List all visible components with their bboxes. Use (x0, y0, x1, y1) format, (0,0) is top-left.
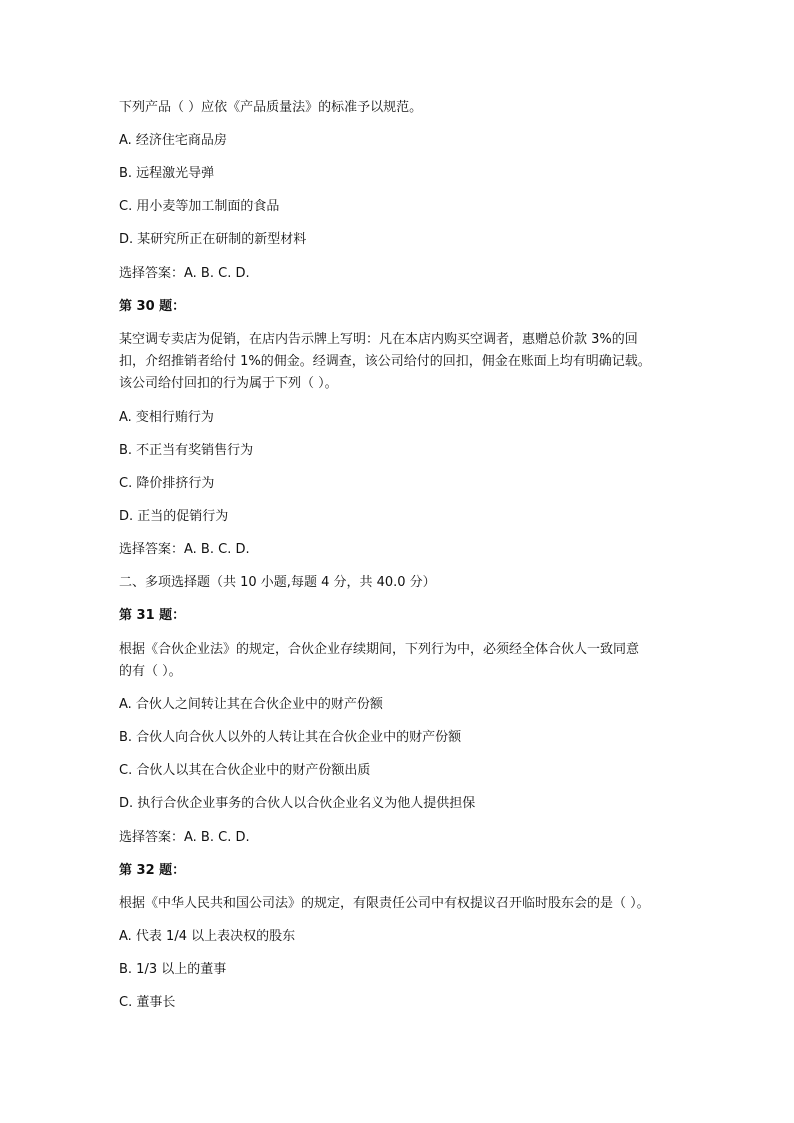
question-29-option-b: B. 远程激光导弹 (119, 166, 215, 181)
question-30-option-c: C. 降价排挤行为 (119, 476, 215, 491)
section-heading-multiple-choice: 二、多项选择题（共 10 小题,每题 4 分，共 40.0 分） (119, 575, 436, 590)
question-31-stem-line-2: 的有（ ）。 (119, 664, 182, 679)
question-31-option-a: A. 合伙人之间转让其在合伙企业中的财产份额 (119, 697, 383, 712)
question-32-option-b: B. 1/3 以上的董事 (119, 962, 227, 977)
question-30-title: 第 30 题： (119, 299, 186, 314)
question-29-option-a: A. 经济住宅商品房 (119, 133, 227, 148)
question-29-option-d: D. 某研究所正在研制的新型材料 (119, 232, 307, 247)
question-30-stem-line-2: 扣，介绍推销者给付 1%的佣金。经调查，该公司给付的回扣，佣金在账面上均有明确记载。 (119, 354, 651, 369)
question-30-stem-line-1: 某空调专卖店为促销，在店内告示牌上写明：凡在本店内购买空调者，惠赠总价款 3%的回 (119, 332, 638, 347)
question-30-option-a: A. 变相行贿行为 (119, 410, 214, 425)
question-29-option-c: C. 用小麦等加工制面的食品 (119, 199, 280, 214)
question-32-option-a: A. 代表 1/4 以上表决权的股东 (119, 929, 296, 944)
question-29-answer: 选择答案：A. B. C. D. (119, 266, 250, 281)
question-31-title: 第 31 题： (119, 608, 186, 623)
question-32-stem: 根据《中华人民共和国公司法》的规定，有限责任公司中有权提议召开临时股东会的是（ ）。 (119, 896, 650, 911)
question-30-answer: 选择答案：A. B. C. D. (119, 542, 250, 557)
question-30-stem-line-3: 该公司给付回扣的行为属于下列（ ）。 (119, 376, 338, 391)
question-32-option-c: C. 董事长 (119, 995, 176, 1010)
question-30-option-d: D. 正当的促销行为 (119, 509, 229, 524)
question-31-answer: 选择答案：A. B. C. D. (119, 830, 250, 845)
question-29-stem: 下列产品（ ）应依《产品质量法》的标准予以规范。 (119, 100, 423, 115)
question-31-option-c: C. 合伙人以其在合伙企业中的财产份额出质 (119, 763, 371, 778)
question-30-option-b: B. 不正当有奖销售行为 (119, 443, 254, 458)
question-31-option-b: B. 合伙人向合伙人以外的人转让其在合伙企业中的财产份额 (119, 730, 462, 745)
question-32-title: 第 32 题： (119, 863, 186, 878)
question-31-stem-line-1: 根据《合伙企业法》的规定，合伙企业存续期间，下列行为中，必须经全体合伙人一致同意 (119, 642, 640, 657)
question-31-option-d: D. 执行合伙企业事务的合伙人以合伙企业名义为他人提供担保 (119, 796, 476, 811)
